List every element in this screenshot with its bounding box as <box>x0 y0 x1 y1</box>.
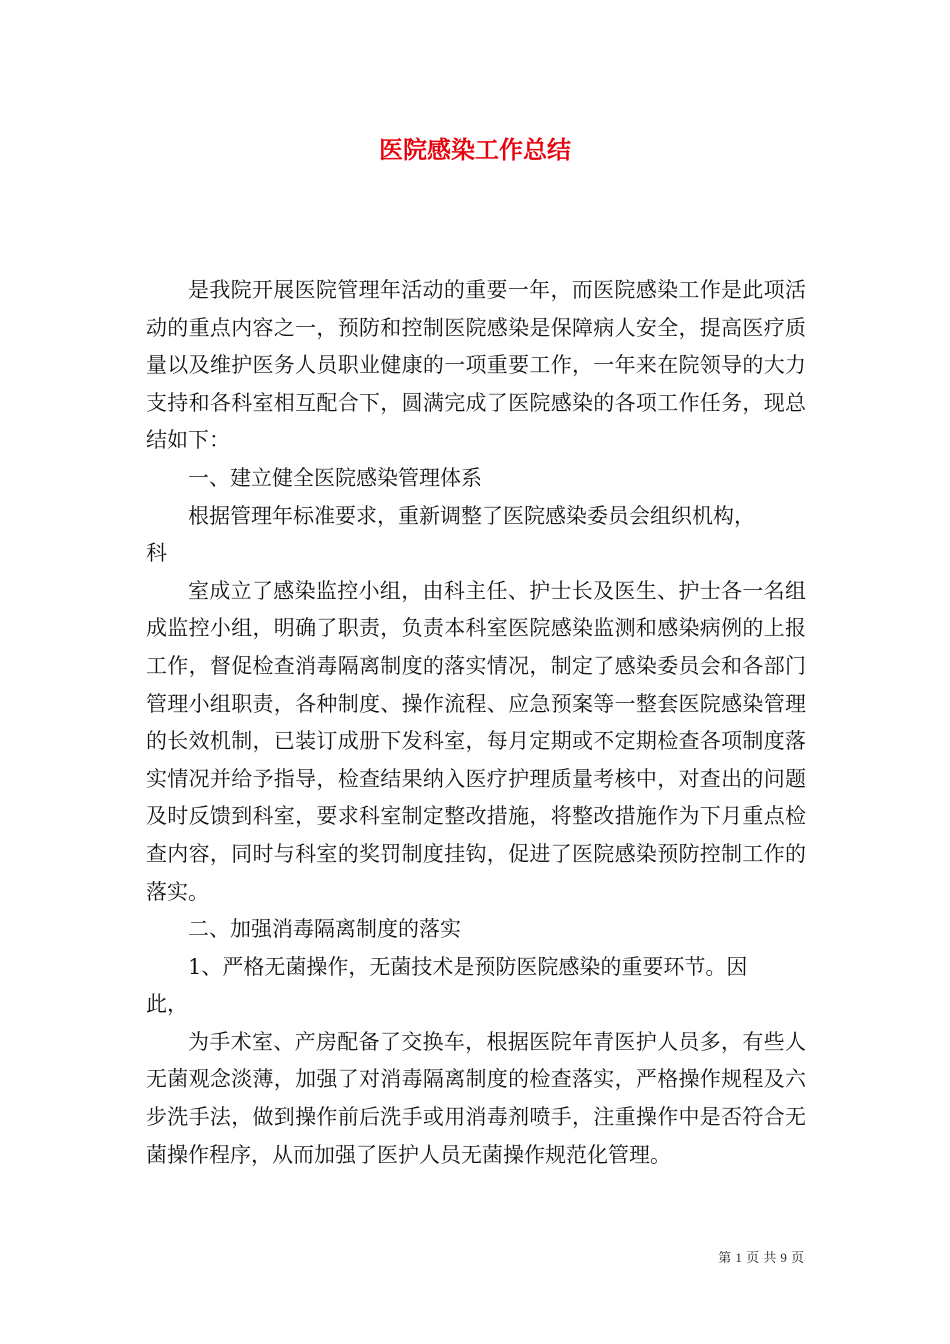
footer-current-page: 1 <box>735 1250 742 1265</box>
footer-prefix: 第 <box>718 1251 732 1266</box>
paragraph-structure-line: 根据管理年标准要求，重新调整了医院感染委员会组织机构， <box>188 503 755 528</box>
paragraph-aseptic-line: 1、严格无菌操作，无菌技术是预防医院感染的重要环节。因 <box>188 954 748 979</box>
paragraph-monitoring: 室成立了感染监控小组，由科主任、护士长及医生、护士各一名组成监控小组，明确了职责，负责本科室医院感染监测和感染病例的上报工作，督促检查消毒隔离制度的落实情况，制定了感染委员会和各部门管理小组职责，各种制度、操作流程、应急预案等一整套医院感染管理的长效机制，已装订成册下发科室，每月定期或不定期检查各项制度落实情况并给予指导，检查结果纳入医疗护理质量考核中，对查出的问题及时反馈到科室，要求科室制定整改措施，将整改措施作为下月重点检查内容，同时与科室的奖罚制度挂钩，促进了医院感染预防控制工作的落实。 <box>146 578 806 904</box>
paragraph-structure-wrap: 科 <box>146 541 167 566</box>
paragraph-intro: 是我院开展医院管理年活动的重要一年，而医院感染工作是此项活动的重点内容之一，预防和控制医院感染是保障病人安全，提高医疗质量以及维护医务人员职业健康的一项重要工作，一年来在院领导的大力支持和各科室相互配合下，圆满完成了医院感染的各项工作任务，现总结如下： <box>146 278 806 453</box>
footer-suffix: 页 <box>790 1251 804 1266</box>
section-heading-2: 二、加强消毒隔离制度的落实 <box>188 917 461 942</box>
footer-total-pages: 9 <box>780 1250 787 1265</box>
footer-middle: 页 共 <box>746 1251 777 1266</box>
page-number-footer <box>718 1249 804 1268</box>
document-body <box>146 272 806 1174</box>
paragraph-aseptic-wrap: 此， <box>146 992 188 1017</box>
paragraph-aseptic-detail: 为手术室、产房配备了交换车，根据医院年青医护人员多，有些人无菌观念淡薄，加强了对消毒隔离制度的检查落实，严格操作规程及六步洗手法，做到操作前后洗手或用消毒剂喷手，注重操作中是否符合无菌操作程序，从而加强了医护人员无菌操作规范化管理。 <box>146 1029 806 1167</box>
document-title: 医院感染工作总结 <box>379 135 571 164</box>
section-heading-1: 一、建立健全医院感染管理体系 <box>188 465 482 490</box>
